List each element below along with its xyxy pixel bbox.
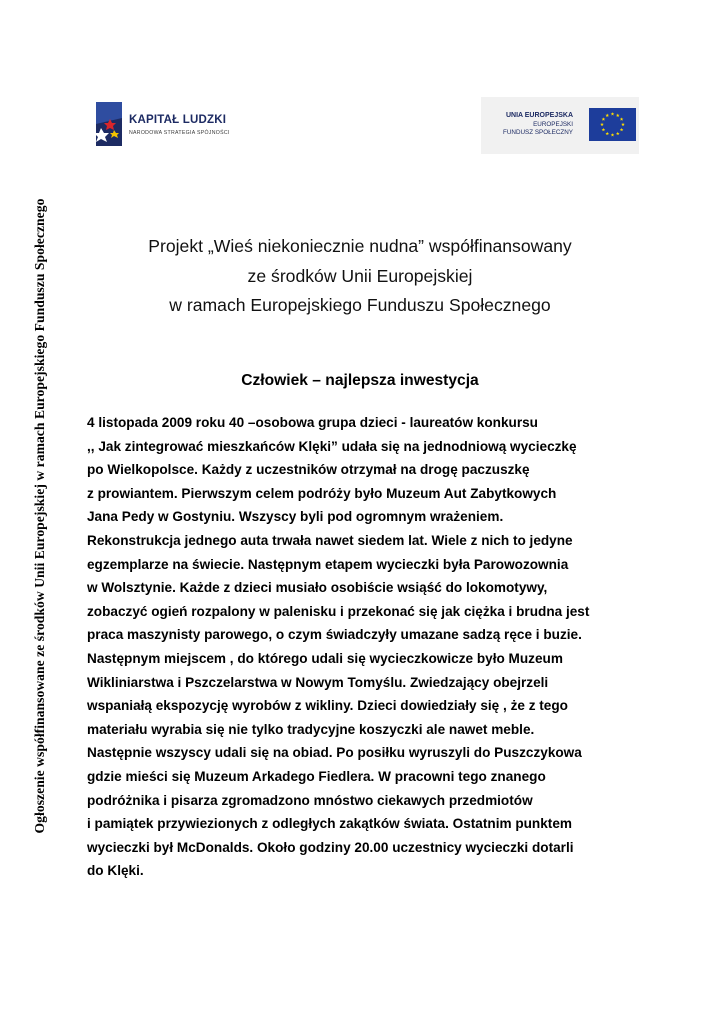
body-line: podróżnika i pisarza zgromadzono mnóstwo ciekawych przedmiotów: [87, 792, 533, 808]
body-line: ,, Jak zintegrować mieszkańców Klęki” udała się na jednodniową wycieczkę: [87, 438, 577, 454]
eu-logo-line1: UNIA EUROPEJSKA: [505, 112, 573, 119]
body-line: zobaczyć ogień rozpalony w palenisku i przekonać się jak ciężka i brudna jest: [87, 603, 590, 619]
body-line: Następnym miejscem , do którego udali się wycieczkowicze było Muzeum: [87, 650, 563, 666]
body-line: gdzie mieści się Muzeum Arkadego Fiedlera. W pracowni tego znanego: [87, 768, 546, 784]
body-line: Następnie wszyscy udali się na obiad. Po posiłku wyruszyli do Puszczykowa: [87, 745, 582, 761]
body-line: Rekonstrukcja jednego auta trwała nawet siedem lat. Wiele z nich to jedyne: [87, 532, 573, 548]
kapital-ludzki-logo: [92, 100, 242, 150]
eu-flag-icon: [589, 108, 636, 141]
eu-logo: [481, 97, 639, 154]
article-body: [87, 411, 642, 883]
eu-logo-line2: EUROPEJSKI: [533, 120, 573, 128]
project-title-line: w ramach Europejskiego Funduszu Społecznego: [169, 295, 551, 315]
project-title-line: Projekt „Wieś niekoniecznie nudna” współfinansowany: [148, 236, 572, 256]
body-line: wycieczki był McDonalds. Około godziny 20.00 uczestnicy wycieczki dotarli: [87, 839, 574, 855]
kapital-ludzki-title: KAPITAŁ LUDZKI: [129, 114, 227, 126]
body-line: praca maszynisty parowego, o czym świadczyły umazane sadzą ręce i buzie.: [87, 627, 582, 643]
body-line: do Klęki.: [87, 863, 144, 879]
article-heading: Człowiek – najlepsza inwestycja: [241, 372, 479, 389]
body-line: po Wielkopolsce. Każdy z uczestników otrzymał na drogę paczuszkę: [87, 462, 530, 478]
project-title-line: ze środków Unii Europejskiej: [247, 265, 473, 286]
body-line: z prowiantem. Pierwszym celem podróży było Muzeum Aut Zabytkowych: [87, 485, 557, 501]
kapital-ludzki-subtitle: NARODOWA STRATEGIA SPÓJNOŚCI: [129, 130, 230, 136]
project-title: [100, 232, 620, 321]
eu-logo-text: [503, 112, 573, 138]
body-line: wspaniałą ekspozycję wyrobów z wikliny. Dzieci dowiedziały się , że z tego: [87, 698, 568, 714]
body-line: 4 listopada 2009 roku 40 –osobowa grupa dzieci - laureatów konkursu: [87, 415, 538, 430]
body-line: Wikliniarstwa i Pszczelarstwa w Nowym Tomyślu. Zwiedzający obejrzeli: [87, 674, 549, 690]
body-line: egzemplarze na świecie. Następnym etapem wycieczki była Parowozownia: [87, 556, 569, 572]
body-line: i pamiątek przywiezionych z odległych zakątków świata. Ostatnim punktem: [87, 816, 572, 832]
body-line: w Wolsztynie. Każde z dzieci musiało osobiście wsiąść do lokomotywy,: [87, 580, 548, 596]
body-line: Jana Pedy w Gostyniu. Wszyscy byli pod ogromnym wrażeniem.: [87, 509, 504, 525]
eu-logo-line3: FUNDUSZ SPOŁECZNY: [503, 129, 573, 136]
kapital-ludzki-emblem-icon: [92, 100, 126, 148]
body-line: materiału wyrabia się nie tylko tradycyjne koszyczki ale nawet meble.: [87, 721, 535, 737]
sidebar-funding-notice: Ogłoszenie współfinansowane ze środków Unii Europejskiej w ramach Europejskiego Funduszu Społecznego: [32, 198, 47, 834]
